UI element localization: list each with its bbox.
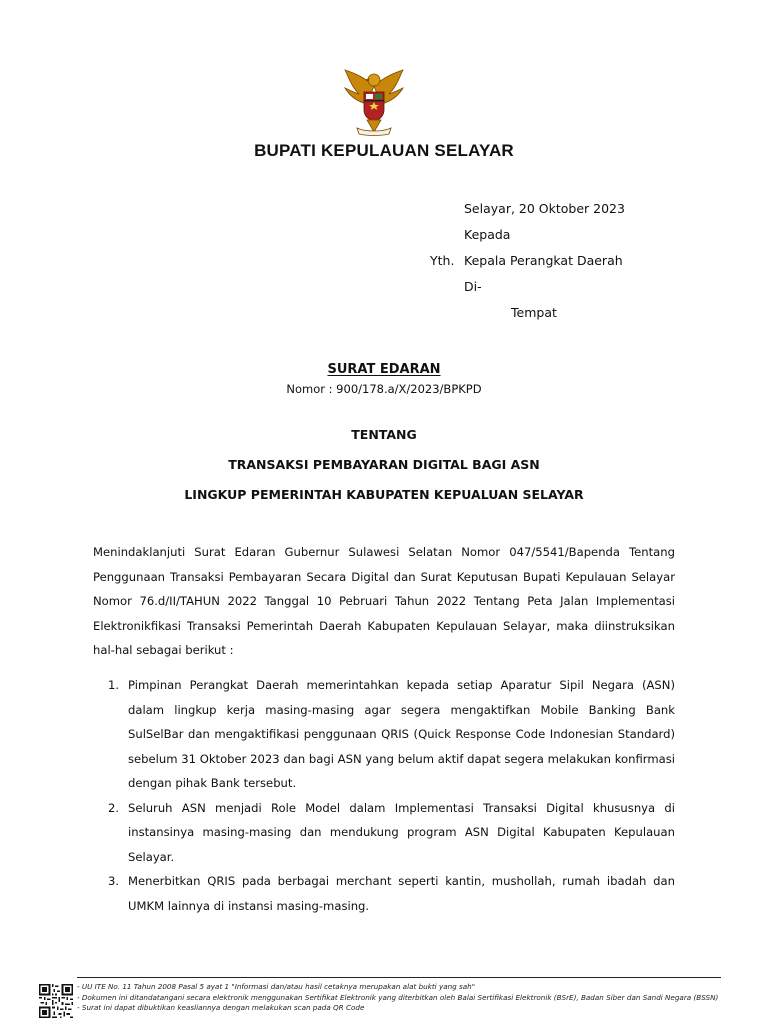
footer-note: - Dokumen ini ditandatangani secara elektronik menggunakan Sertifikat Elektronik yang diterbitkan oleh Balai Sertifikasi Elektronik (BSrE), Badan Siber dan Sandi Negara (BSSN) <box>77 992 719 1002</box>
list-item-text: Menerbitkan QRIS pada berbagai merchant seperti kantin, mushollah, rumah ibadah dan UMKM lainnya di instansi masing-masing. <box>128 874 675 913</box>
tentang-heading: TENTANG <box>351 427 417 442</box>
di-label: Di- <box>464 279 482 294</box>
subject-line-2: LINGKUP PEMERINTAH KABUPATEN KEPUALUAN SELAYAR <box>184 487 584 502</box>
list-item-number: 2. <box>108 800 120 815</box>
footer-notes <box>77 982 718 1014</box>
garuda-emblem-icon <box>339 66 409 138</box>
letter-type-text: SURAT EDARAN <box>327 362 441 377</box>
list-item-number: 3. <box>108 874 120 888</box>
list-item <box>93 796 675 870</box>
subject-line-1: TRANSAKSI PEMBAYARAN DIGITAL BAGI ASN <box>228 457 540 472</box>
footer-note: - Surat ini dapat dibuktikan keasliannya dengan melakukan scan pada QR Code <box>77 1003 365 1012</box>
footer-note: - UU ITE No. 11 Tahun 2008 Pasal 5 ayat 1 "Informasi dan/atau hasil cetaknya merupakan alat bukti yang sah" <box>77 982 476 991</box>
list-item <box>93 869 675 918</box>
list-item-number: 1. <box>108 678 120 692</box>
qr-code-icon[interactable] <box>39 984 73 1018</box>
page-title: BUPATI KEPULAUAN SELAYAR <box>254 141 514 160</box>
letter-number: Nomor : 900/178.a/X/2023/BPKPD <box>286 382 482 396</box>
tempat-label: Tempat <box>511 305 557 320</box>
to-label: Kepada <box>464 227 511 242</box>
instruction-list <box>93 673 675 918</box>
list-item-text: Pimpinan Perangkat Daerah memerintahkan kepada setiap Aparatur Sipil Negara (ASN) dalam lingkup kerja masing-masing agar segera mengaktifkan Mobile Banking Bank SulSelBar dan mengaktifikasi penggunaan QRIS (Quick Response Code Indonesian Standard) sebelum 31 Oktober 2023 dan bagi ASN yang belum aktif dapat segera melakukan konfirmasi dengan pihak Bank tersebut. <box>128 678 675 790</box>
recipient: Kepala Perangkat Daerah <box>464 253 623 268</box>
list-item-text: Seluruh ASN menjadi Role Model dalam Implementasi Transaksi Digital khususnya di instansinya masing-masing dan mendukung program ASN Digital Kabupaten Kepulauan Selayar. <box>128 800 675 864</box>
footer-divider <box>77 977 721 978</box>
yth-label: Yth. <box>430 253 455 268</box>
intro-paragraph: Menindaklanjuti Surat Edaran Gubernur Sulawesi Selatan Nomor 047/5541/Bapenda Tentang Penggunaan Transaksi Pembayaran Secara Digital dan Surat Keputusan Bupati Kepulauan Selayar Nomor 76.d/II/TAHUN 2022 Tanggal 10 Pebruari Tahun 2022 Tentang Peta Jalan Implementasi Elektronikfikasi Transaksi Pemerintah Daerah Kabupaten Kepulauan Selayar, maka diinstruksikan hal-hal sebagai berikut : <box>93 545 675 657</box>
list-item <box>93 673 675 796</box>
letter-type <box>0 362 768 377</box>
place-date: Selayar, 20 Oktober 2023 <box>464 201 625 216</box>
